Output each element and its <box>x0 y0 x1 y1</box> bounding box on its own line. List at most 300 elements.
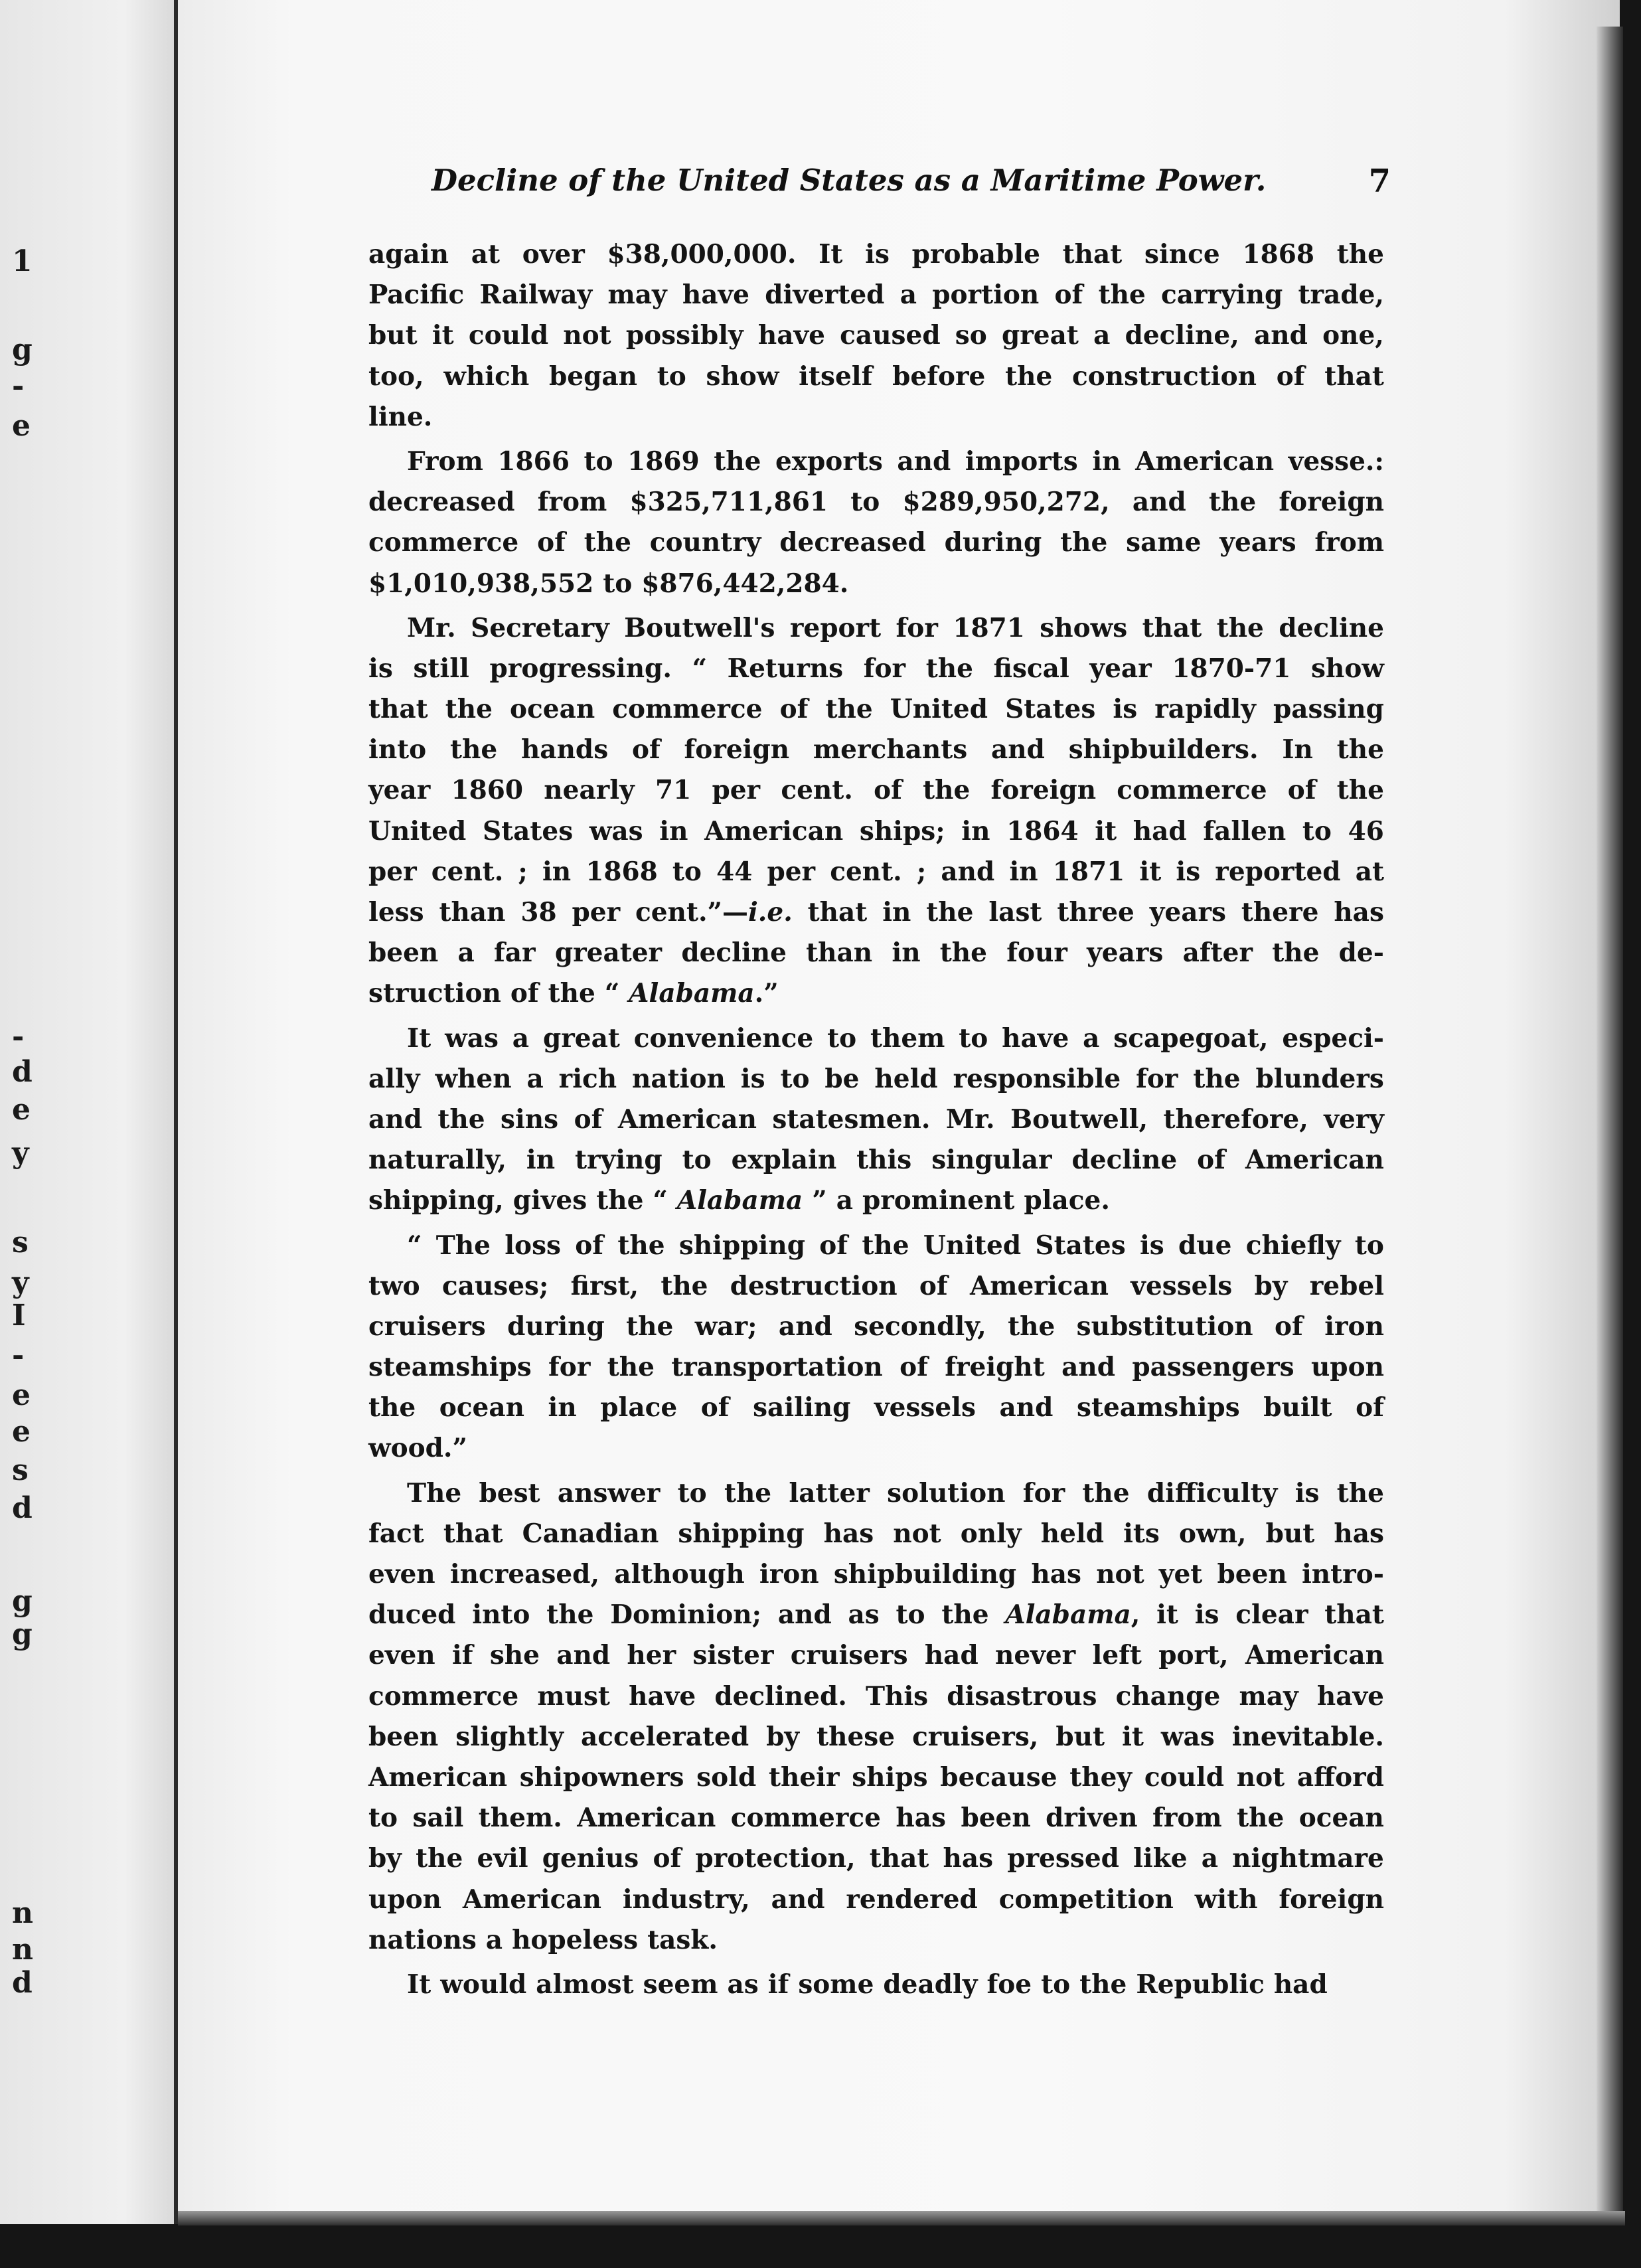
word: to <box>603 568 633 599</box>
word: have <box>1002 1022 1069 1054</box>
word: when <box>435 1063 512 1094</box>
word: at <box>471 239 500 270</box>
word: States <box>482 815 574 847</box>
word: foreign <box>1279 1884 1384 1915</box>
word: substitution <box>1076 1311 1253 1342</box>
word: the <box>925 653 973 684</box>
word: “ <box>407 1230 422 1261</box>
word: of <box>919 1270 948 1301</box>
word: 1868 <box>1242 239 1314 270</box>
word: the <box>449 734 498 766</box>
word: decreased <box>368 487 515 518</box>
word: nearly <box>544 775 635 806</box>
text-line <box>368 397 1384 438</box>
word: afford <box>1296 1761 1384 1793</box>
text-line <box>368 1920 1384 1961</box>
word: it <box>1139 856 1162 887</box>
word: “ <box>604 978 620 1009</box>
word: ships; <box>859 815 945 847</box>
word: of <box>1197 1145 1225 1176</box>
word: the <box>1272 937 1320 969</box>
word: during <box>507 1311 605 1342</box>
word: of <box>510 978 539 1009</box>
word: the <box>416 1843 463 1874</box>
word: scapegoat, <box>1113 1022 1269 1054</box>
word: genius <box>542 1843 639 1874</box>
word: great <box>542 1022 620 1054</box>
word: Dominion; <box>610 1599 762 1631</box>
word: sail <box>412 1803 464 1834</box>
word: that <box>1324 1599 1384 1631</box>
word: had <box>1273 1969 1328 2000</box>
word: they <box>1069 1761 1133 1793</box>
text-line <box>368 357 1384 397</box>
word: shipbuilders. <box>1068 734 1259 766</box>
word: the <box>661 1270 708 1301</box>
word: duced <box>368 1599 456 1631</box>
word: over <box>522 239 585 270</box>
word: cent.”—i.e. <box>635 897 793 928</box>
word: than <box>806 937 873 969</box>
word: $876,442,284. <box>641 568 849 599</box>
previous-page-edge-letter: e <box>12 1415 31 1449</box>
word: From <box>407 446 483 477</box>
word: is <box>1139 1230 1164 1261</box>
word: had <box>1133 815 1187 847</box>
word: it <box>431 320 454 351</box>
word: It <box>819 239 843 270</box>
word: of <box>819 1230 848 1261</box>
word: slightly <box>455 1721 564 1752</box>
word: of <box>779 694 809 725</box>
word: greater <box>554 937 663 969</box>
word: and <box>771 1884 825 1915</box>
word: before <box>892 361 986 392</box>
word: decline <box>1279 612 1384 643</box>
word: shipowners <box>519 1761 684 1793</box>
page-fore-edge <box>1597 27 1623 2211</box>
text-line <box>368 315 1384 356</box>
word: Mr. <box>407 612 456 643</box>
word: American <box>1135 446 1275 477</box>
word: Secretary <box>471 612 609 643</box>
word: ocean <box>1298 1803 1384 1834</box>
word: 38 <box>520 897 557 928</box>
word: of <box>1276 361 1305 392</box>
word: the <box>1082 1477 1130 1508</box>
word: in <box>542 856 572 887</box>
word: still <box>413 653 469 684</box>
word: for <box>896 612 938 643</box>
word: the <box>825 694 873 725</box>
word: the <box>1336 239 1384 270</box>
text-line <box>368 1140 1384 1180</box>
word: responsible <box>953 1063 1121 1094</box>
word: in <box>1092 446 1121 477</box>
word: task. <box>647 1924 718 1955</box>
word: sister <box>692 1640 774 1671</box>
word: decline, <box>1125 320 1239 351</box>
word: two <box>368 1270 420 1301</box>
word: trade, <box>1298 280 1384 311</box>
word: been <box>961 1803 1031 1834</box>
word: to <box>827 1022 857 1054</box>
previous-page-edge-letter: I <box>12 1299 26 1333</box>
word: $38,000,000. <box>607 239 797 270</box>
word: them. <box>478 1803 562 1834</box>
word: $289,950,272, <box>902 487 1110 518</box>
word: vessels <box>874 1392 976 1423</box>
word: American <box>368 1761 508 1793</box>
word: chiefly <box>1245 1230 1341 1261</box>
word: the <box>584 527 631 558</box>
word: the <box>1336 734 1384 766</box>
word: This <box>865 1680 929 1712</box>
word: the <box>437 1103 485 1135</box>
word: and <box>1061 1352 1116 1383</box>
word: by <box>766 1721 800 1752</box>
previous-page-edge-letter: d <box>12 1966 33 2000</box>
previous-page-edge-letter: d <box>12 1055 33 1089</box>
word: from <box>1314 527 1384 558</box>
word: sold <box>696 1761 757 1793</box>
word: that <box>368 694 428 725</box>
word: the <box>714 446 761 477</box>
word: to <box>368 1803 398 1834</box>
word: these <box>817 1721 896 1752</box>
text-line <box>368 973 1384 1014</box>
word: a <box>1083 1022 1100 1054</box>
word: Alabama, <box>1005 1599 1140 1631</box>
text-line <box>368 933 1384 973</box>
word: and <box>941 856 995 887</box>
page-header <box>431 163 1391 209</box>
word: 1869 <box>627 446 700 477</box>
word: of <box>1275 1311 1303 1342</box>
word: ally <box>368 1063 420 1094</box>
word: shipbuilding <box>833 1559 1017 1589</box>
text-line <box>368 482 1384 523</box>
word: them <box>870 1022 945 1054</box>
word: carrying <box>1161 280 1283 311</box>
word: may <box>607 280 667 311</box>
word: ocean <box>439 1392 524 1423</box>
word: shipping <box>678 1230 805 1261</box>
word: too, <box>368 361 424 392</box>
text-line <box>368 1180 1384 1221</box>
word: a <box>836 1185 853 1216</box>
word: is <box>1194 1599 1219 1631</box>
word: clear <box>1235 1599 1308 1631</box>
previous-page-edge-letter: e <box>12 1093 31 1127</box>
word: is <box>1113 694 1138 725</box>
word: American <box>704 815 844 847</box>
word: nations <box>368 1924 477 1955</box>
word: upon <box>368 1884 441 1915</box>
word: the <box>862 1230 909 1261</box>
text-line <box>368 1595 1384 1635</box>
word: at <box>1355 856 1384 887</box>
word: solution <box>887 1477 1006 1508</box>
word: Alabama.” <box>629 978 779 1009</box>
word: have <box>682 280 749 311</box>
word: a <box>485 1924 503 1955</box>
word: ; <box>518 856 528 887</box>
word: driven <box>1046 1803 1138 1834</box>
word: iron <box>759 1559 819 1589</box>
word: of <box>899 1352 928 1383</box>
word: in <box>659 815 688 847</box>
word: cruisers, <box>912 1721 1039 1752</box>
word: first, <box>570 1270 639 1301</box>
page-number: 7 <box>1368 163 1391 200</box>
word: even <box>368 1640 435 1671</box>
word: be <box>824 1063 860 1094</box>
word: rapidly <box>1154 694 1256 725</box>
word: the <box>1193 1063 1241 1094</box>
word: vessels <box>1131 1270 1233 1301</box>
word: nightmare <box>1232 1843 1384 1874</box>
word: destruction <box>730 1270 898 1301</box>
word: per <box>368 856 417 887</box>
word: was <box>1160 1721 1215 1752</box>
word: not <box>1096 1559 1144 1589</box>
word: reported <box>1215 856 1341 887</box>
word: Mr. <box>945 1103 995 1135</box>
word: “ <box>653 1185 668 1216</box>
word: cruisers <box>368 1311 486 1342</box>
word: has <box>896 1803 946 1834</box>
word: United <box>923 1230 1022 1261</box>
word: declined. <box>714 1680 847 1712</box>
word: port, <box>1158 1640 1229 1671</box>
word: not <box>563 320 611 351</box>
word: probable <box>911 239 1040 270</box>
word: because <box>940 1761 1057 1793</box>
word: been <box>368 1721 439 1752</box>
word: cent. <box>830 856 902 887</box>
previous-page-edge-letter: g <box>12 333 33 366</box>
word: decreased <box>779 527 926 558</box>
word: the <box>617 1230 665 1261</box>
word: a <box>512 1022 530 1054</box>
word: and <box>1254 320 1308 351</box>
running-title: Decline of the United States as a Maritime Power. <box>431 163 1267 198</box>
word: has <box>1334 897 1384 928</box>
word: the <box>1079 1969 1127 2000</box>
word: line. <box>368 401 433 432</box>
word: increased, <box>449 1559 600 1589</box>
word: secondly, <box>854 1311 986 1342</box>
word: convenience <box>633 1022 814 1054</box>
word: show <box>706 361 779 392</box>
word: upon <box>1310 1352 1384 1383</box>
word: that <box>1062 239 1123 270</box>
word: during <box>944 527 1042 558</box>
word: her <box>627 1640 676 1671</box>
word: may <box>1239 1680 1298 1712</box>
word: and <box>999 1392 1054 1423</box>
previous-page-edge-letter: s <box>12 1453 29 1487</box>
word: since <box>1144 239 1220 270</box>
word: a <box>899 280 917 311</box>
word: was <box>445 1022 499 1054</box>
word: intro- <box>1301 1559 1384 1589</box>
word: and <box>778 1311 832 1342</box>
word: that <box>443 1518 503 1549</box>
word: per <box>712 775 761 806</box>
word: to <box>1302 815 1332 847</box>
word: very <box>1324 1103 1384 1135</box>
word: that <box>869 1843 929 1874</box>
text-line <box>368 770 1384 811</box>
text-line <box>368 1635 1384 1676</box>
word: especi- <box>1282 1022 1384 1054</box>
word: in <box>892 937 921 969</box>
word: sins <box>501 1103 559 1135</box>
word: far <box>493 937 536 969</box>
word: to <box>896 1599 925 1631</box>
word: portion <box>932 280 1040 311</box>
word: could <box>1144 1761 1225 1793</box>
word: change <box>1115 1680 1221 1712</box>
word: own, <box>1178 1518 1247 1549</box>
word: the <box>1237 1803 1285 1834</box>
word: naturally, <box>368 1145 507 1176</box>
word: shows <box>1040 612 1128 643</box>
previous-page-edge-letter: g <box>12 1584 33 1618</box>
word: United <box>890 694 988 725</box>
previous-page-margin <box>0 0 178 2224</box>
previous-page-edge-letter: - <box>12 369 25 403</box>
word: the <box>1005 361 1053 392</box>
word: hopeless <box>512 1924 639 1955</box>
word: American <box>617 1103 757 1135</box>
word: 71 <box>655 775 692 806</box>
word: competition <box>998 1884 1174 1915</box>
word: the <box>607 1352 655 1383</box>
word: place <box>600 1392 678 1423</box>
word: the <box>548 978 595 1009</box>
word: commerce <box>1117 775 1267 806</box>
word: 1868 <box>586 856 658 887</box>
word: only <box>960 1518 1022 1549</box>
word: commerce <box>368 1680 519 1712</box>
word: in <box>1009 856 1038 887</box>
word: last <box>988 897 1042 928</box>
word: sailing <box>753 1392 851 1423</box>
word: American <box>462 1884 601 1915</box>
previous-page-edge-letter: g <box>12 1617 33 1651</box>
word: never <box>995 1640 1076 1671</box>
text-line <box>368 1347 1384 1388</box>
word: Alabama <box>676 1185 803 1216</box>
word: Returns <box>727 653 844 684</box>
word: therefore, <box>1163 1103 1308 1135</box>
word: 1864 <box>1006 815 1079 847</box>
word: been <box>368 937 439 969</box>
text-line <box>368 442 1384 482</box>
word: of <box>537 527 566 558</box>
word: foreign <box>684 734 790 766</box>
word: of <box>653 1843 682 1874</box>
word: foe <box>986 1969 1032 2000</box>
word: and <box>777 1599 832 1631</box>
word: “ <box>692 653 707 684</box>
word: the <box>939 937 987 969</box>
word: a <box>526 1063 544 1094</box>
word: have <box>629 1680 696 1712</box>
word: ocean <box>510 694 595 725</box>
text-line <box>368 1388 1384 1428</box>
word: accelerated <box>581 1721 749 1752</box>
word: to <box>1041 1969 1071 2000</box>
word: statesmen. <box>772 1103 931 1135</box>
word: to <box>584 446 613 477</box>
word: like <box>1133 1843 1188 1874</box>
word: answer <box>557 1477 661 1508</box>
word: of <box>700 1392 730 1423</box>
word: to <box>850 487 880 518</box>
word: the <box>1336 775 1384 806</box>
word: in <box>548 1392 577 1423</box>
text-line <box>368 1059 1384 1099</box>
previous-page-edge-letter: y <box>12 1136 29 1170</box>
word: in <box>882 897 911 928</box>
previous-page-edge-letter: y <box>12 1265 29 1299</box>
word: passengers <box>1132 1352 1294 1383</box>
text-line <box>368 1757 1384 1798</box>
word: for <box>1136 1063 1178 1094</box>
word: the <box>546 1599 594 1631</box>
word: began <box>548 361 637 392</box>
text-line <box>368 1554 1384 1595</box>
word: three <box>1057 897 1134 928</box>
word: steamships <box>368 1352 532 1383</box>
word: the <box>941 1599 989 1631</box>
word: deadly <box>883 1969 978 2000</box>
page-bottom-edge <box>178 2211 1625 2226</box>
word: 46 <box>1348 815 1384 847</box>
word: commerce <box>730 1803 881 1834</box>
word: it <box>1095 815 1117 847</box>
word: and <box>991 734 1045 766</box>
word: It <box>407 1022 431 1054</box>
text-line <box>368 730 1384 770</box>
word: de- <box>1338 937 1384 969</box>
word: the <box>445 694 493 725</box>
word: almost <box>536 1969 634 2000</box>
word: yet <box>1158 1559 1203 1589</box>
word: decline <box>681 937 787 969</box>
word: protection, <box>695 1843 856 1874</box>
text-line <box>368 234 1384 275</box>
word: rendered <box>846 1884 978 1915</box>
text-line <box>368 1838 1384 1879</box>
text-line <box>368 1307 1384 1347</box>
previous-page-edge-letter: n <box>12 1896 33 1930</box>
word: American <box>1245 1640 1384 1671</box>
word: fact <box>368 1518 424 1549</box>
word: which <box>443 361 530 392</box>
word: that <box>1142 612 1202 643</box>
word: that <box>807 897 868 928</box>
previous-page-edge-letter: n <box>12 1933 33 1967</box>
word: their <box>768 1761 840 1793</box>
word: per <box>767 856 816 887</box>
word: Boutwell's <box>624 612 775 643</box>
word: United <box>368 815 467 847</box>
